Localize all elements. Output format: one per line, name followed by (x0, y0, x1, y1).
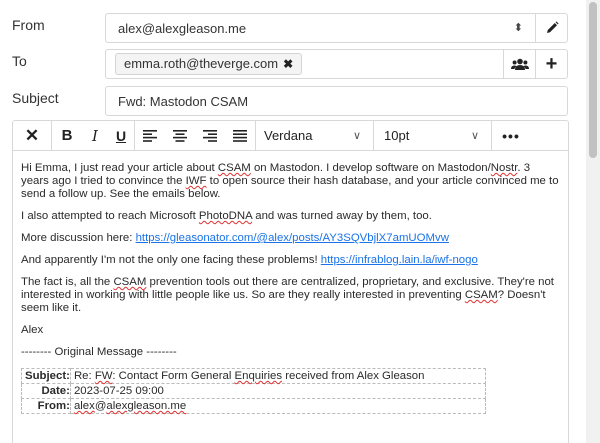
close-editor-button[interactable] (13, 121, 51, 151)
body-paragraph: Hi Emma, I just read your article about CSAM on Mastodon. I develop software on Mastodon/Nostr. 3 years ago I tried to convince the IWF to open source their hash database, and your article convinced me to send a follow up. See the emails below. (21, 162, 559, 200)
align-left-button[interactable] (135, 121, 165, 151)
header-key: From: (22, 399, 71, 414)
font-family-value: Verdana (264, 128, 313, 143)
from-select[interactable] (105, 13, 568, 43)
align-justify-button[interactable] (225, 121, 255, 151)
body-paragraph: And apparently I'm not the only one facing these problems! https://infrablog.lain.la/iwf-nogo (21, 254, 478, 266)
subject-input[interactable] (105, 86, 568, 116)
chevron-down-icon: ∨ (470, 130, 479, 142)
more-options-button[interactable] (492, 121, 530, 151)
message-editor[interactable] (12, 120, 569, 443)
from-label: From (12, 17, 45, 33)
font-size-select[interactable] (374, 121, 491, 151)
font-family-select[interactable] (256, 121, 373, 151)
align-right-button[interactable] (195, 121, 225, 151)
scrollbar-thumb[interactable] (589, 2, 597, 158)
editor-toolbar (13, 121, 568, 151)
bold-button[interactable] (52, 121, 82, 151)
body-paragraph: More discussion here: https://gleasonator.com/@alex/posts/AY3SQVbjlX7amUOMvw (21, 232, 449, 244)
to-label: To (12, 53, 27, 69)
original-message-separator: -------- Original Message -------- (21, 346, 177, 358)
discussion-link[interactable]: https://gleasonator.com/@alex/posts/AY3SQVbjlX7amUOMvw (135, 232, 449, 244)
table-row (22, 399, 486, 414)
underline-button[interactable] (108, 121, 134, 151)
align-center-button[interactable] (165, 121, 195, 151)
header-key: Date: (22, 384, 71, 399)
subject-row (0, 80, 580, 120)
body-paragraph: The fact is, all the CSAM prevention tools out there are centralized, proprietary, and exclusive. They're not interested in working with little people like us. So are they really interested in preventing CSAM? Doesn't seem like it. (21, 276, 554, 314)
align-left-icon (143, 130, 157, 142)
italic-icon: I (92, 126, 98, 145)
ellipsis-icon: ••• (502, 127, 520, 144)
table-row (22, 369, 486, 384)
select-arrows-icon: ⬍ (513, 22, 523, 34)
recipient-email: emma.roth@theverge.com (124, 56, 279, 71)
remove-recipient-icon[interactable]: ✖ (283, 57, 294, 71)
address-book-button[interactable] (503, 50, 535, 78)
subject-value: Fwd: Mastodon CSAM (118, 94, 249, 109)
to-input[interactable] (105, 49, 568, 79)
recipient-chip[interactable] (115, 53, 302, 75)
original-headers-table (21, 368, 486, 414)
align-center-icon (173, 130, 187, 142)
page-scrollbar[interactable] (586, 0, 600, 443)
plus-icon: + (545, 52, 558, 75)
message-body[interactable] (13, 151, 568, 414)
users-icon (511, 58, 529, 71)
header-value: alex@alexgleason.me (70, 399, 485, 414)
italic-button[interactable] (82, 121, 108, 151)
bold-icon: B (61, 127, 73, 144)
header-key: Subject: (22, 369, 71, 384)
from-row (0, 7, 580, 47)
header-value: 2023-07-25 09:00 (70, 384, 485, 399)
align-right-icon (203, 130, 217, 142)
close-icon: ✕ (24, 125, 40, 145)
add-recipient-button[interactable] (535, 50, 567, 78)
edit-identity-button[interactable] (535, 14, 567, 42)
to-row (0, 43, 580, 83)
underline-icon: U (115, 127, 127, 144)
table-row (22, 384, 486, 399)
header-value: Re: FW: Contact Form General Enquiries received from Alex Gleason (70, 369, 485, 384)
from-value: alex@alexgleason.me (118, 21, 247, 36)
infrablog-link[interactable]: https://infrablog.lain.la/iwf-nogo (320, 254, 478, 266)
pencil-icon (545, 21, 559, 35)
font-size-value: 10pt (384, 128, 410, 143)
signature: Alex (21, 324, 44, 336)
chevron-down-icon: ∨ (352, 130, 361, 142)
align-justify-icon (233, 130, 247, 142)
subject-label: Subject (12, 90, 59, 106)
body-paragraph: I also attempted to reach Microsoft PhotoDNA and was turned away by them, too. (21, 210, 432, 222)
